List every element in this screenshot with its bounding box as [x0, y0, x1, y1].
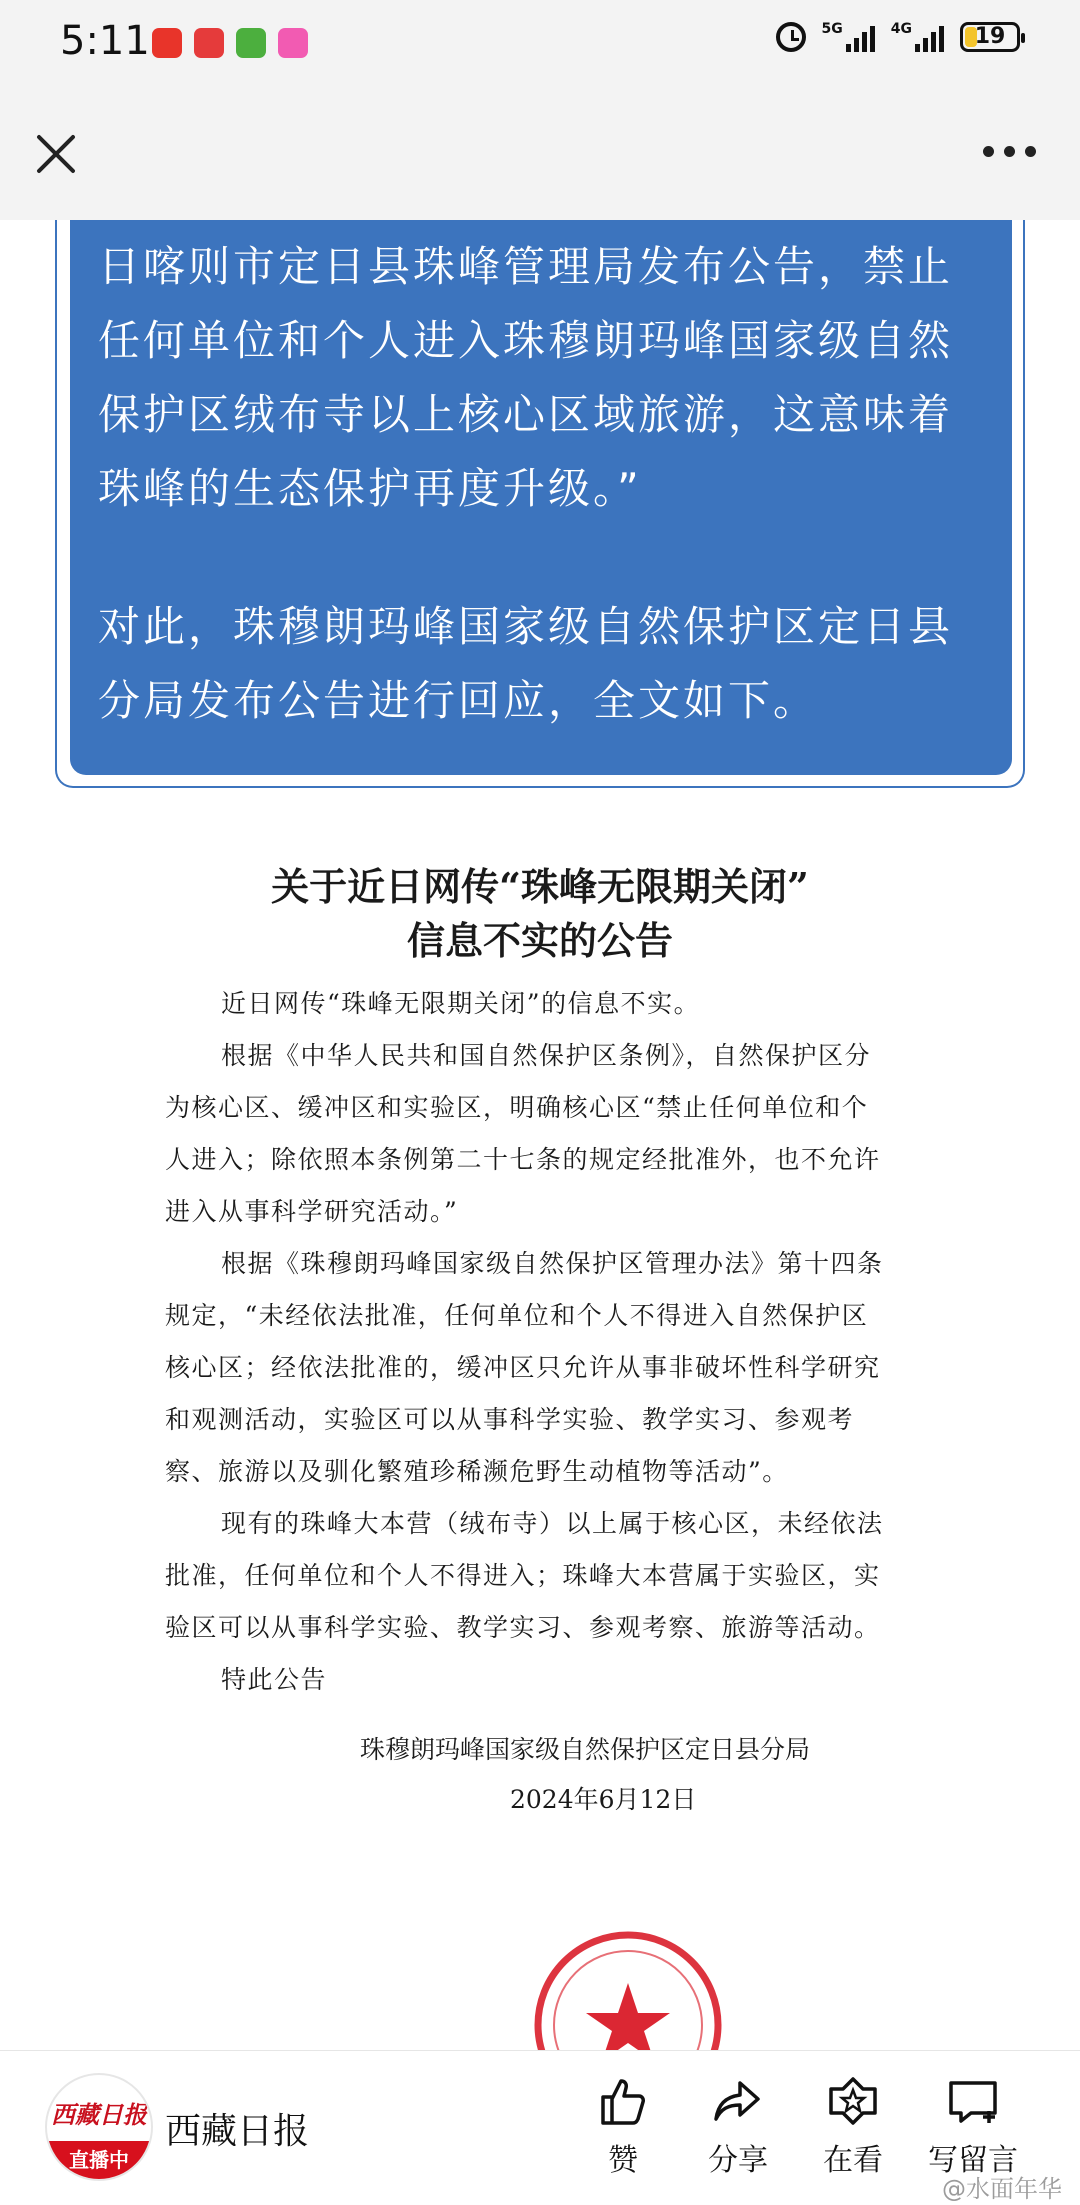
logo-text: 西藏日报	[51, 2100, 147, 2129]
notice-paragraph: 根据《珠穆朗玛峰国家级自然保护区管理办法》第十四条规定，“未经依法批准，任何单位和个人不得进入自然保护区核心区；经依法批准的，缓冲区只允许从事非破坏性科学研究和观测活动，实验区可以从事科学实验、教学实习、参观考察、旅游以及驯化繁殖珍稀濒危野生动植物等活动”。	[165, 1249, 884, 1486]
signal-4g-icon: 4G	[891, 22, 944, 52]
notice-paragraph: 近日网传“珠峰无限期关闭”的信息不实。	[221, 989, 701, 1018]
notif-app-icon	[236, 28, 266, 58]
quote-box	[70, 220, 1012, 775]
system-indicators	[776, 22, 1020, 52]
notice-paragraph: 特此公告	[221, 1665, 328, 1694]
notif-app-icon	[278, 28, 308, 58]
status-bar	[0, 0, 1080, 90]
status-time: 5:11	[60, 18, 150, 64]
quote-paragraph: 日喀则市定日县珠峰管理局发布公告，禁止任何单位和个人进入珠穆朗玛峰国家级自然保护区绒布寺以上核心区域旅游，这意味着珠峰的生态保护再度升级。”	[98, 242, 954, 513]
publisher-name[interactable]: 西藏日报	[165, 2111, 310, 2152]
share-button[interactable]: 分享	[683, 2073, 793, 2179]
notice-paragraph: 现有的珠峰大本营（绒布寺）以上属于核心区，未经依法批准，任何单位和个人不得进入；珠峰大本营属于实验区，实验区可以从事科学实验、教学实习、参观考察、旅游等活动。	[165, 1509, 884, 1642]
comment-button[interactable]: 写留言	[918, 2073, 1028, 2179]
notice-image	[0, 860, 1080, 1814]
share-icon	[710, 2073, 766, 2129]
bottom-bar	[0, 2050, 1080, 2205]
comment-icon	[945, 2073, 1001, 2129]
notice-body	[165, 978, 885, 1706]
notif-app-icon	[194, 28, 224, 58]
nav-bar	[0, 90, 1080, 220]
close-icon[interactable]	[34, 132, 78, 176]
official-seal-icon	[528, 1925, 728, 2050]
wow-button[interactable]: 在看	[798, 2073, 908, 2179]
notice-signer: 珠穆朗玛峰国家级自然保护区定日县分局	[360, 1735, 811, 1764]
notice-paragraph: 根据《中华人民共和国自然保护区条例》，自然保护区分为核心区、缓冲区和实验区，明确核心区“禁止任何单位和个人进入；除依照本条例第二十七条的规定经批准外，也不允许进入从事科学研究活动。”	[165, 1041, 881, 1226]
notification-icons	[152, 28, 308, 58]
more-options-icon[interactable]	[983, 146, 1036, 157]
like-button[interactable]: 赞	[568, 2073, 678, 2179]
star-icon	[825, 2073, 881, 2129]
article-content	[0, 220, 1080, 2050]
notice-date: 2024年6月12日	[510, 1785, 697, 1814]
watermark: @水面年华	[942, 2175, 1062, 2203]
publisher-avatar[interactable]	[45, 2073, 153, 2181]
thumbs-up-icon	[595, 2073, 651, 2129]
live-badge: 直播中	[47, 2141, 151, 2179]
notice-signature	[360, 1725, 810, 1825]
notif-app-icon	[152, 28, 182, 58]
alarm-icon	[776, 22, 806, 52]
quote-paragraph: 对此，珠穆朗玛峰国家级自然保护区定日县分局发布公告进行回应，全文如下。	[98, 602, 954, 725]
battery-icon: 19	[960, 22, 1020, 52]
signal-5g-icon: 5G	[822, 22, 875, 52]
notice-title: 关于近日网传“珠峰无限期关闭” 信息不实的公告	[271, 864, 809, 963]
